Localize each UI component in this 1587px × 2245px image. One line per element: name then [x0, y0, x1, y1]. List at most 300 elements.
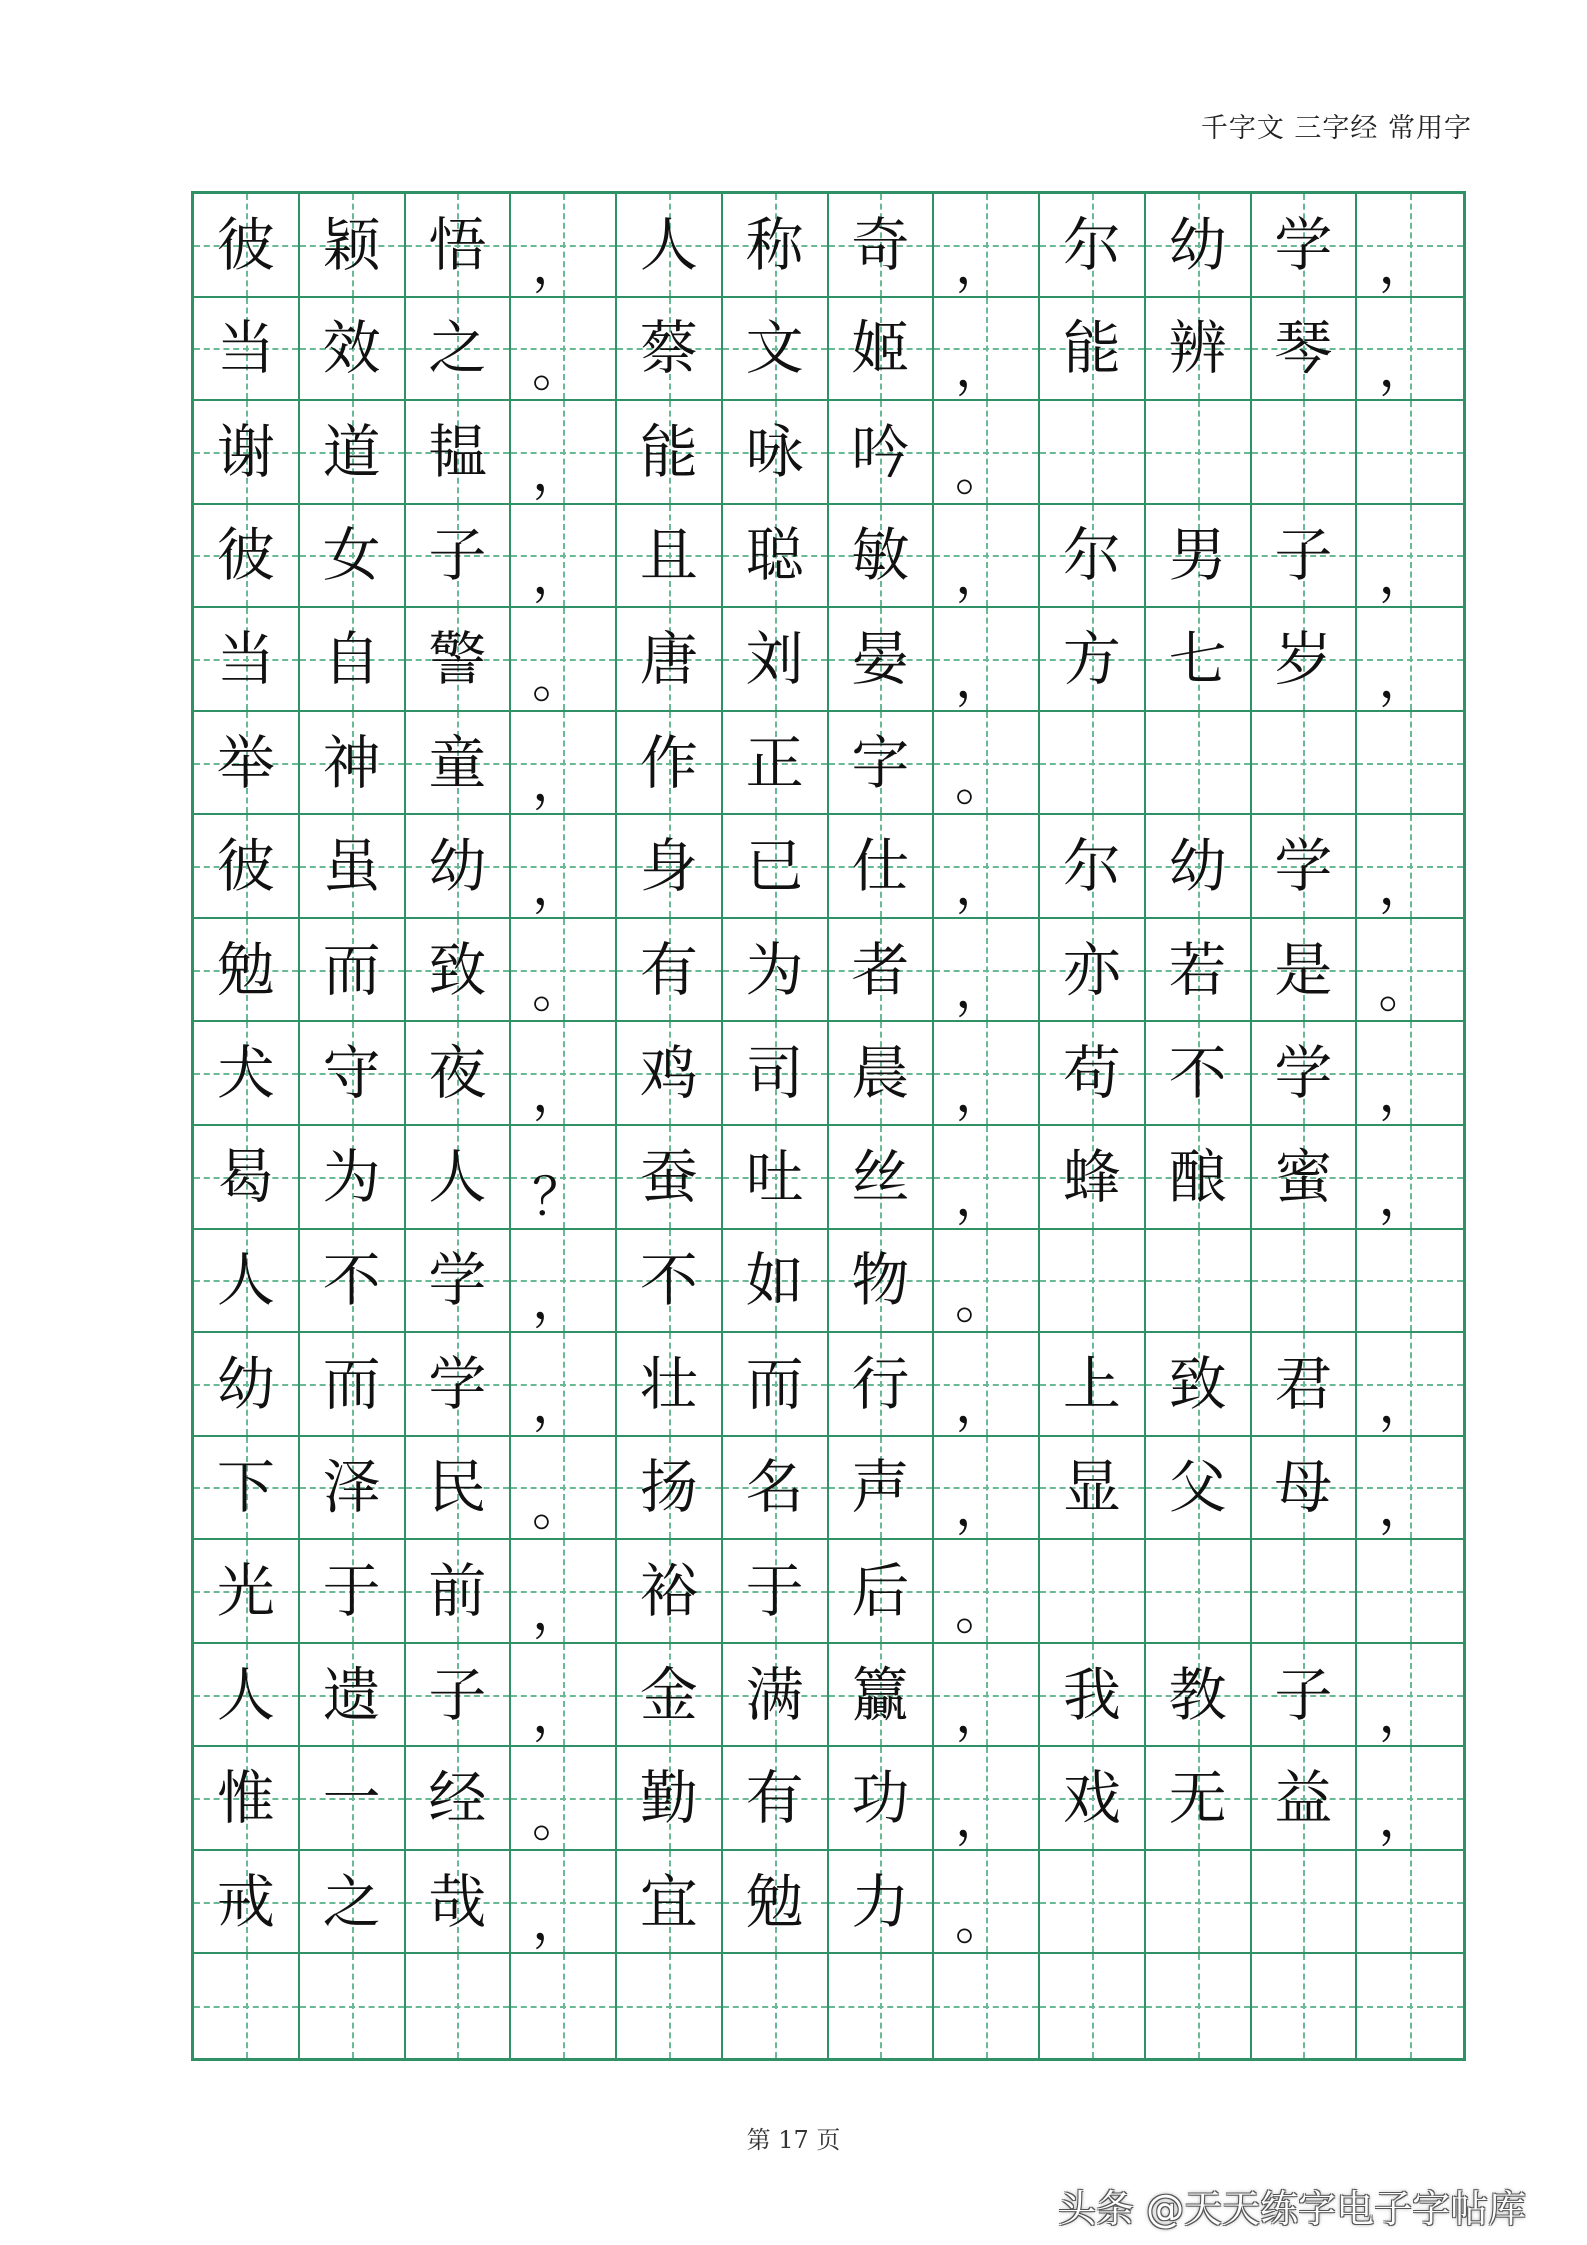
grid-cell — [1146, 1644, 1252, 1748]
grid-character: 蜂 — [1062, 1142, 1121, 1211]
grid-cell — [934, 298, 1040, 402]
grid-character: ， — [955, 1685, 1008, 1746]
grid-cell — [1252, 1851, 1358, 1955]
grid-cell — [723, 1954, 829, 2058]
grid-cell — [617, 608, 723, 712]
grid-character: 方 — [1062, 624, 1121, 693]
grid-character: 者 — [851, 935, 910, 1004]
grid-cell — [511, 1022, 617, 1126]
grid-cell — [1252, 1022, 1358, 1126]
grid-character: 亦 — [1062, 935, 1121, 1004]
grid-cell — [194, 919, 300, 1023]
grid-cell — [300, 1437, 406, 1541]
grid-character: 籯 — [851, 1660, 910, 1729]
grid-cell — [829, 401, 935, 505]
grid-cell — [934, 1644, 1040, 1748]
grid-cell — [617, 1851, 723, 1955]
grid-character: 自 — [322, 624, 381, 693]
grid-cell — [1357, 1540, 1463, 1644]
grid-cell — [1040, 1747, 1146, 1851]
grid-character: 宜 — [639, 1867, 698, 1936]
grid-cell — [1146, 1333, 1252, 1437]
grid-character: 学 — [1274, 832, 1333, 901]
grid-cell — [1040, 401, 1146, 505]
grid-cell — [406, 298, 512, 402]
grid-cell — [511, 194, 617, 298]
grid-cell — [829, 1644, 935, 1748]
grid-character: 子 — [428, 521, 487, 590]
grid-cell — [1146, 1540, 1252, 1644]
grid-character: 下 — [216, 1453, 275, 1522]
grid-cell — [1252, 1437, 1358, 1541]
grid-character: 谢 — [216, 417, 275, 486]
grid-cell — [1146, 1747, 1252, 1851]
grid-cell — [617, 815, 723, 919]
grid-cell — [934, 1851, 1040, 1955]
grid-cell — [194, 1540, 300, 1644]
grid-cell — [934, 401, 1040, 505]
grid-cell — [1040, 194, 1146, 298]
grid-cell — [300, 815, 406, 919]
grid-character: 虽 — [322, 832, 381, 901]
grid-cell — [829, 608, 935, 712]
grid-character: 。 — [955, 1581, 1008, 1642]
grid-character: 为 — [745, 935, 804, 1004]
grid-character: 蜜 — [1274, 1142, 1333, 1211]
grid-character: 人 — [216, 1246, 275, 1315]
grid-cell — [1357, 919, 1463, 1023]
grid-cell — [723, 194, 829, 298]
grid-cell — [829, 712, 935, 816]
grid-cell — [300, 1747, 406, 1851]
grid-cell — [617, 1644, 723, 1748]
grid-cell — [300, 1954, 406, 2058]
grid-cell — [1146, 815, 1252, 919]
grid-character: 称 — [745, 210, 804, 279]
grid-character: 道 — [322, 417, 381, 486]
grid-cell — [406, 1954, 512, 2058]
grid-cell — [300, 608, 406, 712]
grid-character: 我 — [1062, 1660, 1121, 1729]
grid-character: 而 — [745, 1349, 804, 1418]
grid-cell — [723, 919, 829, 1023]
grid-cell — [1357, 1333, 1463, 1437]
grid-cell — [1040, 1333, 1146, 1437]
grid-character: ， — [955, 1478, 1008, 1539]
grid-character: 唐 — [639, 624, 698, 693]
grid-cell — [1146, 1022, 1252, 1126]
grid-character: 子 — [1274, 1660, 1333, 1729]
grid-cell — [723, 401, 829, 505]
grid-cell — [829, 505, 935, 609]
grid-character: 名 — [745, 1453, 804, 1522]
grid-character: 遗 — [322, 1660, 381, 1729]
grid-character: 而 — [322, 1349, 381, 1418]
grid-cell — [829, 815, 935, 919]
grid-character: 学 — [428, 1349, 487, 1418]
grid-character: 幼 — [428, 832, 487, 901]
grid-cell — [723, 1437, 829, 1541]
grid-character: ， — [1378, 1167, 1431, 1228]
grid-character: ， — [955, 960, 1008, 1021]
grid-cell — [300, 919, 406, 1023]
grid-cell — [300, 1851, 406, 1955]
grid-character: 能 — [1062, 314, 1121, 383]
grid-character: ， — [1378, 546, 1431, 607]
grid-cell — [511, 1230, 617, 1334]
grid-cell — [1040, 298, 1146, 402]
grid-cell — [406, 194, 512, 298]
grid-character: 有 — [639, 935, 698, 1004]
grid-cell — [511, 1333, 617, 1437]
grid-cell — [829, 1437, 935, 1541]
grid-character: ， — [1378, 649, 1431, 710]
grid-cell — [723, 1333, 829, 1437]
grid-character: 之 — [428, 314, 487, 383]
grid-character: 勤 — [639, 1764, 698, 1833]
grid-cell — [829, 1333, 935, 1437]
grid-cell — [934, 919, 1040, 1023]
grid-character: 蚕 — [639, 1142, 698, 1211]
grid-character: 彼 — [216, 210, 275, 279]
grid-cell — [1146, 1954, 1252, 2058]
grid-cell — [723, 1126, 829, 1230]
grid-cell — [194, 1230, 300, 1334]
grid-cell — [406, 1126, 512, 1230]
grid-character: 尔 — [1062, 521, 1121, 590]
grid-cell — [617, 1540, 723, 1644]
grid-cell — [829, 1540, 935, 1644]
grid-character: 功 — [851, 1764, 910, 1833]
grid-character: 勉 — [216, 935, 275, 1004]
grid-cell — [511, 712, 617, 816]
grid-character: 辨 — [1168, 314, 1227, 383]
grid-character: 颖 — [322, 210, 381, 279]
grid-character: ， — [1378, 339, 1431, 400]
grid-character: 裕 — [639, 1556, 698, 1625]
grid-cell — [194, 815, 300, 919]
grid-character: 鸡 — [639, 1039, 698, 1108]
grid-character: 聪 — [745, 521, 804, 590]
grid-cell — [194, 298, 300, 402]
grid-character: 显 — [1062, 1453, 1121, 1522]
grid-character: 致 — [1168, 1349, 1227, 1418]
grid-cell — [617, 505, 723, 609]
grid-character: 酿 — [1168, 1142, 1227, 1211]
grid-character: 经 — [428, 1764, 487, 1833]
grid-cell — [1357, 815, 1463, 919]
grid-cell — [406, 608, 512, 712]
grid-character: 吟 — [851, 417, 910, 486]
grid-character: 。 — [532, 649, 585, 710]
grid-character: ？ — [532, 1167, 585, 1228]
grid-character: ， — [955, 235, 1008, 296]
grid-cell — [406, 505, 512, 609]
grid-cell — [723, 815, 829, 919]
grid-character: 益 — [1274, 1764, 1333, 1833]
grid-cell — [194, 1747, 300, 1851]
grid-cell — [934, 1540, 1040, 1644]
watermark-text: 头条 @天天练字电子字帖库 — [1058, 2187, 1527, 2231]
grid-character: 无 — [1168, 1764, 1227, 1833]
grid-character: 不 — [1168, 1039, 1227, 1108]
grid-cell — [1252, 1644, 1358, 1748]
grid-cell — [934, 1333, 1040, 1437]
grid-cell — [406, 1747, 512, 1851]
grid-character: ， — [955, 1167, 1008, 1228]
grid-character: 刘 — [745, 624, 804, 693]
grid-cell — [723, 505, 829, 609]
grid-cell — [617, 1126, 723, 1230]
grid-cell — [511, 1954, 617, 2058]
grid-cell — [617, 298, 723, 402]
grid-cell — [1252, 1540, 1358, 1644]
grid-cell — [1146, 401, 1252, 505]
grid-character: 奇 — [851, 210, 910, 279]
grid-cell — [829, 1230, 935, 1334]
grid-cell — [194, 1644, 300, 1748]
grid-cell — [1252, 608, 1358, 712]
grid-character: 人 — [216, 1660, 275, 1729]
grid-cell — [1040, 1437, 1146, 1541]
grid-character: 泽 — [322, 1453, 381, 1522]
grid-cell — [723, 1022, 829, 1126]
grid-character: 不 — [322, 1246, 381, 1315]
grid-cell — [1040, 1022, 1146, 1126]
grid-character: 父 — [1168, 1453, 1227, 1522]
grid-character: 蔡 — [639, 314, 698, 383]
grid-cell — [1357, 1230, 1463, 1334]
grid-character: ， — [532, 442, 585, 503]
grid-cell — [1040, 1540, 1146, 1644]
grid-character: ， — [532, 1685, 585, 1746]
grid-character: ， — [532, 856, 585, 917]
grid-character: 。 — [532, 960, 585, 1021]
grid-character: 苟 — [1062, 1039, 1121, 1108]
grid-character: 字 — [851, 728, 910, 797]
grid-cell — [511, 1851, 617, 1955]
grid-cell — [1252, 1230, 1358, 1334]
grid-cell — [723, 712, 829, 816]
grid-character: 韫 — [428, 417, 487, 486]
grid-cell — [406, 1230, 512, 1334]
grid-character: 戒 — [216, 1867, 275, 1936]
grid-cell — [194, 194, 300, 298]
grid-cell — [617, 401, 723, 505]
grid-character: ， — [955, 546, 1008, 607]
grid-cell — [1040, 505, 1146, 609]
grid-character: ， — [1378, 1788, 1431, 1849]
grid-cell — [1357, 298, 1463, 402]
grid-cell — [511, 505, 617, 609]
grid-cell — [406, 919, 512, 1023]
grid-cell — [194, 1851, 300, 1955]
grid-cell — [1146, 1230, 1252, 1334]
grid-character: 不 — [639, 1246, 698, 1315]
grid-cell — [1252, 401, 1358, 505]
grid-cell — [617, 919, 723, 1023]
grid-character: 敏 — [851, 521, 910, 590]
grid-cell — [1252, 194, 1358, 298]
practice-grid — [191, 191, 1466, 2061]
grid-character: ， — [955, 1374, 1008, 1435]
book-title-header: 千字文 三字经 常用字 — [1200, 113, 1472, 144]
grid-character: 人 — [428, 1142, 487, 1211]
grid-cell — [511, 1126, 617, 1230]
grid-character: 为 — [322, 1142, 381, 1211]
grid-character: ， — [532, 753, 585, 814]
grid-character: 哉 — [428, 1867, 487, 1936]
grid-cell — [1252, 505, 1358, 609]
grid-character: ， — [955, 1788, 1008, 1849]
grid-cell — [194, 712, 300, 816]
grid-character: 。 — [955, 753, 1008, 814]
grid-cell — [1252, 712, 1358, 816]
grid-character: 司 — [745, 1039, 804, 1108]
grid-cell — [934, 194, 1040, 298]
grid-character: 仕 — [851, 832, 910, 901]
grid-character: 当 — [216, 314, 275, 383]
grid-cell — [300, 1644, 406, 1748]
grid-cell — [511, 401, 617, 505]
grid-character: 岁 — [1274, 624, 1333, 693]
grid-character: 效 — [322, 314, 381, 383]
grid-character: 。 — [532, 339, 585, 400]
grid-cell — [934, 815, 1040, 919]
grid-cell — [934, 1230, 1040, 1334]
grid-character: 咏 — [745, 417, 804, 486]
grid-cell — [1146, 712, 1252, 816]
grid-character: 已 — [745, 832, 804, 901]
grid-cell — [829, 298, 935, 402]
grid-cell — [1040, 1851, 1146, 1955]
grid-cell — [300, 505, 406, 609]
grid-cell — [511, 298, 617, 402]
grid-cell — [1146, 1126, 1252, 1230]
grid-character: 一 — [322, 1764, 381, 1833]
grid-cell — [617, 1230, 723, 1334]
grid-cell — [723, 298, 829, 402]
grid-cell — [934, 712, 1040, 816]
grid-character: 吐 — [745, 1142, 804, 1211]
grid-character: 。 — [532, 1478, 585, 1539]
grid-cell — [406, 1437, 512, 1541]
grid-character: ， — [532, 1271, 585, 1332]
grid-cell — [300, 1230, 406, 1334]
grid-cell — [1040, 1230, 1146, 1334]
grid-cell — [300, 401, 406, 505]
grid-cell — [1357, 1851, 1463, 1955]
grid-character: 母 — [1274, 1453, 1333, 1522]
grid-cell — [617, 712, 723, 816]
grid-cell — [829, 1022, 935, 1126]
grid-character: 之 — [322, 1867, 381, 1936]
grid-character: ， — [955, 1063, 1008, 1124]
grid-character: 致 — [428, 935, 487, 1004]
grid-cell — [194, 608, 300, 712]
grid-cell — [1146, 1437, 1252, 1541]
grid-character: 声 — [851, 1453, 910, 1522]
grid-character: 警 — [428, 624, 487, 693]
grid-character: 曷 — [216, 1142, 275, 1211]
grid-character: 举 — [216, 728, 275, 797]
grid-cell — [1146, 298, 1252, 402]
grid-character: 行 — [851, 1349, 910, 1418]
grid-cell — [1252, 1747, 1358, 1851]
grid-character: 夜 — [428, 1039, 487, 1108]
grid-character: 正 — [745, 728, 804, 797]
grid-character: 金 — [639, 1660, 698, 1729]
grid-cell — [829, 1954, 935, 2058]
grid-character: 上 — [1062, 1349, 1121, 1418]
grid-character: ， — [955, 856, 1008, 917]
grid-character: 且 — [639, 521, 698, 590]
grid-cell — [617, 194, 723, 298]
grid-cell — [194, 505, 300, 609]
grid-character: ， — [532, 1063, 585, 1124]
grid-character: 悟 — [428, 210, 487, 279]
grid-cell — [1357, 1954, 1463, 2058]
grid-cell — [406, 401, 512, 505]
grid-cell — [723, 608, 829, 712]
grid-character: ， — [955, 339, 1008, 400]
grid-character: 女 — [322, 521, 381, 590]
grid-character: 物 — [851, 1246, 910, 1315]
grid-cell — [829, 1126, 935, 1230]
grid-character: 学 — [1274, 1039, 1333, 1108]
grid-cell — [194, 1022, 300, 1126]
grid-character: ， — [532, 235, 585, 296]
grid-character: 。 — [955, 1271, 1008, 1332]
grid-character: 勉 — [745, 1867, 804, 1936]
grid-cell — [300, 712, 406, 816]
grid-character: ， — [1378, 1478, 1431, 1539]
grid-cell — [934, 1954, 1040, 2058]
grid-cell — [194, 1333, 300, 1437]
grid-character: 。 — [532, 1788, 585, 1849]
grid-cell — [300, 1022, 406, 1126]
grid-character: 满 — [745, 1660, 804, 1729]
grid-character: 文 — [745, 314, 804, 383]
grid-cell — [723, 1747, 829, 1851]
grid-character: 民 — [428, 1453, 487, 1522]
grid-character: ， — [1378, 1374, 1431, 1435]
grid-cell — [511, 1540, 617, 1644]
grid-cell — [511, 815, 617, 919]
grid-character: 身 — [639, 832, 698, 901]
grid-cell — [194, 1126, 300, 1230]
grid-character: 神 — [322, 728, 381, 797]
grid-cell — [406, 1333, 512, 1437]
grid-cell — [300, 194, 406, 298]
grid-cell — [511, 608, 617, 712]
grid-cell — [1357, 401, 1463, 505]
grid-cell — [1146, 919, 1252, 1023]
grid-character: 教 — [1168, 1660, 1227, 1729]
grid-character: 若 — [1168, 935, 1227, 1004]
grid-character: 人 — [639, 210, 698, 279]
grid-character: 子 — [428, 1660, 487, 1729]
grid-cell — [511, 1437, 617, 1541]
grid-cell — [1146, 505, 1252, 609]
grid-cell — [300, 1126, 406, 1230]
grid-cell — [1040, 608, 1146, 712]
grid-character: 子 — [1274, 521, 1333, 590]
grid-cell — [617, 1333, 723, 1437]
grid-cell — [617, 1022, 723, 1126]
grid-character: 惟 — [216, 1764, 275, 1833]
grid-cell — [1146, 608, 1252, 712]
